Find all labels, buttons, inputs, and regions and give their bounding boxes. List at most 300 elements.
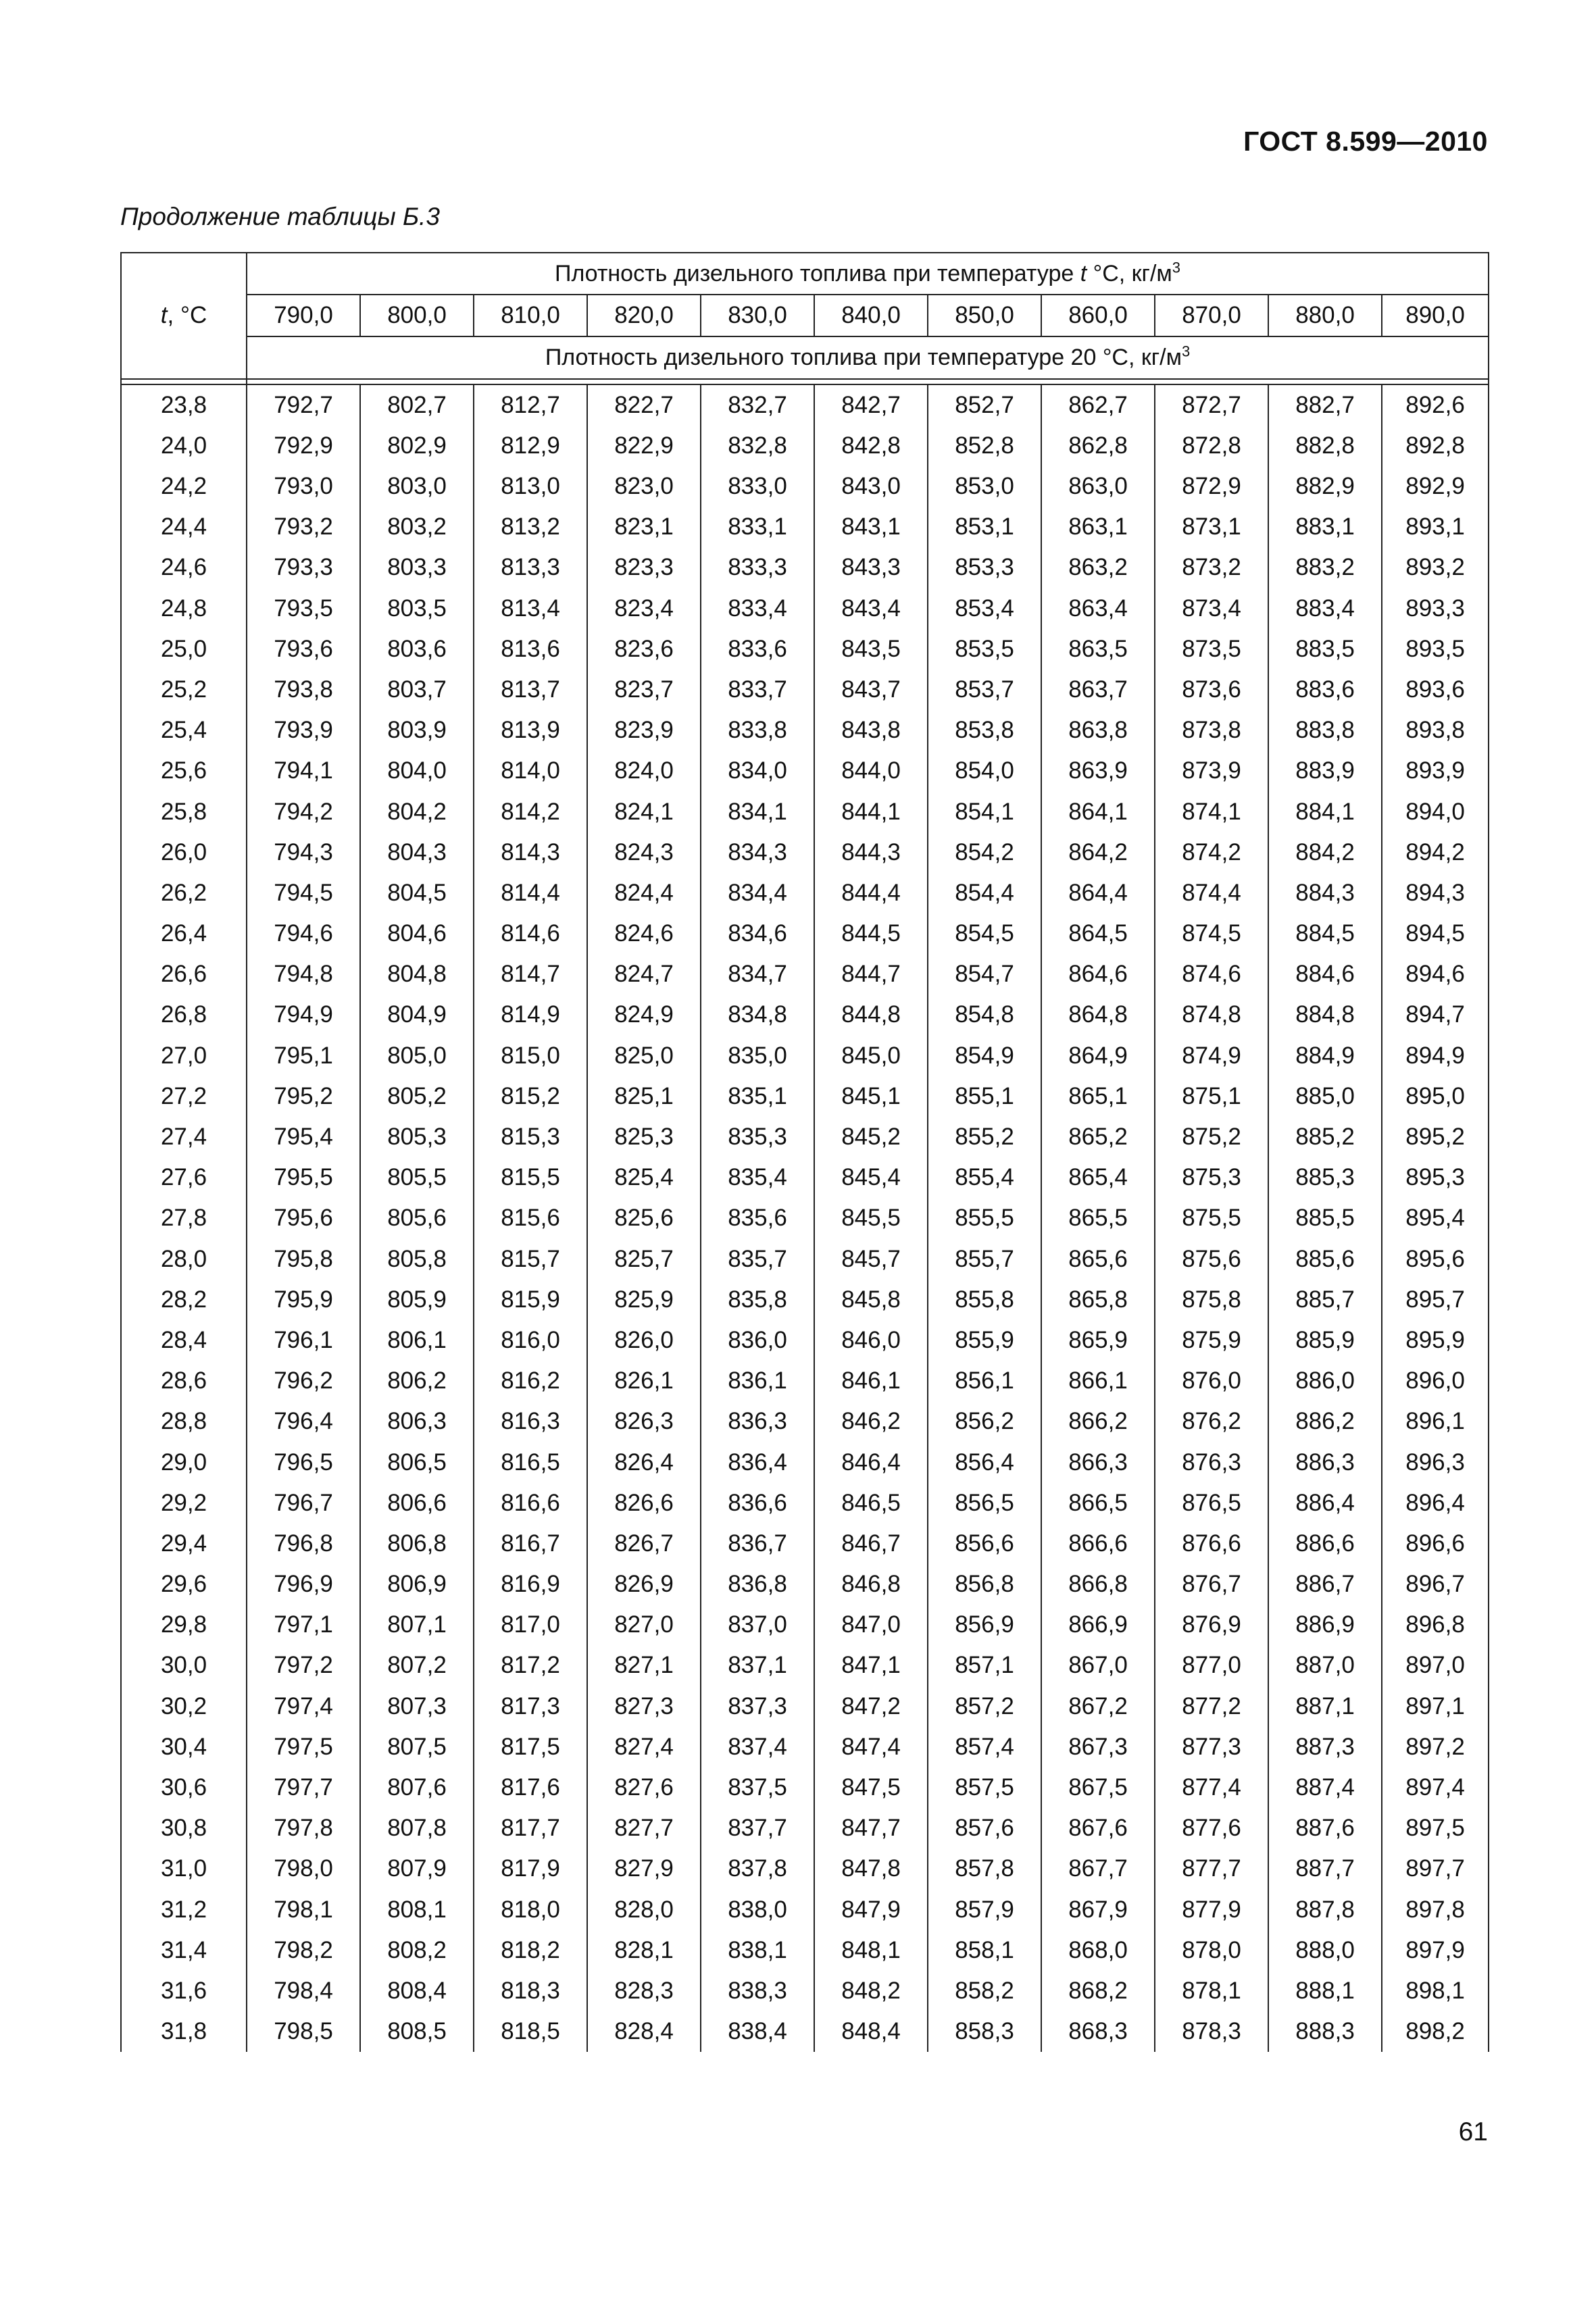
density-cell: 817,6 (474, 1767, 587, 1808)
density-cell: 894,5 (1382, 913, 1489, 954)
density-cell: 803,6 (360, 629, 474, 670)
table-row (121, 1198, 1489, 1238)
density-cell: 815,0 (474, 1036, 587, 1076)
density-table (120, 252, 1489, 2052)
density-cell: 877,4 (1155, 1767, 1268, 1808)
column-value-header: 860,0 (1041, 295, 1155, 336)
temperature-cell: 27,0 (121, 1036, 247, 1076)
density-cell: 805,5 (360, 1157, 474, 1198)
column-value-header: 880,0 (1268, 295, 1382, 336)
table-row (121, 1361, 1489, 1401)
density-cell: 804,6 (360, 913, 474, 954)
density-cell: 807,3 (360, 1686, 474, 1727)
density-cell: 806,8 (360, 1524, 474, 1564)
column-value-header: 890,0 (1382, 295, 1489, 336)
caption-text: Плотность дизельного топлива при температуре 20 °С, кг/м (545, 345, 1182, 371)
density-cell: 803,5 (360, 588, 474, 629)
density-cell: 815,9 (474, 1280, 587, 1320)
density-cell: 895,4 (1382, 1198, 1489, 1238)
density-cell: 856,2 (928, 1401, 1041, 1442)
density-cell: 863,2 (1041, 547, 1155, 588)
density-cell: 837,7 (701, 1808, 814, 1848)
table-row (121, 1401, 1489, 1442)
density-cell: 816,6 (474, 1483, 587, 1524)
temperature-cell: 25,2 (121, 670, 247, 710)
density-cell: 836,4 (701, 1442, 814, 1482)
density-cell: 853,1 (928, 507, 1041, 547)
density-cell: 837,1 (701, 1645, 814, 1686)
density-cell: 885,3 (1268, 1157, 1382, 1198)
density-cell: 847,9 (814, 1890, 928, 1930)
density-cell: 797,1 (247, 1605, 360, 1645)
density-cell: 884,9 (1268, 1036, 1382, 1076)
density-cell: 815,2 (474, 1076, 587, 1117)
density-cell: 793,0 (247, 466, 360, 507)
density-cell: 797,8 (247, 1808, 360, 1848)
density-cell: 875,3 (1155, 1157, 1268, 1198)
density-cell: 876,3 (1155, 1442, 1268, 1482)
density-cell: 827,7 (587, 1808, 701, 1848)
density-cell: 857,9 (928, 1890, 1041, 1930)
table-row (121, 588, 1489, 629)
density-cell: 835,1 (701, 1076, 814, 1117)
density-cell: 796,9 (247, 1564, 360, 1605)
density-cell: 806,1 (360, 1320, 474, 1361)
density-cell: 855,7 (928, 1239, 1041, 1280)
density-cell: 826,0 (587, 1320, 701, 1361)
density-cell: 866,6 (1041, 1524, 1155, 1564)
temperature-cell: 29,8 (121, 1605, 247, 1645)
density-cell: 883,2 (1268, 547, 1382, 588)
density-cell: 894,2 (1382, 832, 1489, 873)
temperature-cell: 24,0 (121, 426, 247, 466)
temperature-cell: 25,4 (121, 710, 247, 751)
density-cell: 824,4 (587, 873, 701, 913)
density-cell: 798,2 (247, 1930, 360, 1971)
density-cell: 817,9 (474, 1848, 587, 1889)
density-cell: 883,1 (1268, 507, 1382, 547)
density-cell: 854,0 (928, 751, 1041, 791)
density-cell: 823,4 (587, 588, 701, 629)
density-cell: 864,9 (1041, 1036, 1155, 1076)
temperature-cell: 28,8 (121, 1401, 247, 1442)
density-cell: 838,0 (701, 1890, 814, 1930)
density-cell: 827,1 (587, 1645, 701, 1686)
density-cell: 886,2 (1268, 1401, 1382, 1442)
density-cell: 794,2 (247, 791, 360, 832)
density-cell: 807,1 (360, 1605, 474, 1645)
table-row (121, 1605, 1489, 1645)
density-cell: 844,5 (814, 913, 928, 954)
density-cell: 887,1 (1268, 1686, 1382, 1727)
temperature-unit: , °C (167, 302, 207, 329)
density-cell: 843,8 (814, 710, 928, 751)
density-cell: 884,1 (1268, 791, 1382, 832)
density-cell: 892,6 (1382, 384, 1489, 426)
density-cell: 798,5 (247, 2011, 360, 2052)
density-cell: 875,6 (1155, 1239, 1268, 1280)
density-cell: 895,6 (1382, 1239, 1489, 1280)
density-cell: 873,4 (1155, 588, 1268, 629)
density-cell: 847,0 (814, 1605, 928, 1645)
density-cell: 823,7 (587, 670, 701, 710)
density-cell: 895,9 (1382, 1320, 1489, 1361)
density-cell: 807,9 (360, 1848, 474, 1889)
density-cell: 817,0 (474, 1605, 587, 1645)
density-cell: 817,3 (474, 1686, 587, 1727)
density-cell: 835,6 (701, 1198, 814, 1238)
density-cell: 876,9 (1155, 1605, 1268, 1645)
density-cell: 796,4 (247, 1401, 360, 1442)
density-cell: 837,3 (701, 1686, 814, 1727)
density-cell: 813,4 (474, 588, 587, 629)
temperature-cell: 25,6 (121, 751, 247, 791)
density-cell: 864,8 (1041, 995, 1155, 1035)
column-value-header: 850,0 (928, 295, 1041, 336)
density-cell: 844,8 (814, 995, 928, 1035)
density-cell: 853,8 (928, 710, 1041, 751)
density-cell: 895,3 (1382, 1157, 1489, 1198)
density-cell: 895,0 (1382, 1076, 1489, 1117)
density-cell: 877,2 (1155, 1686, 1268, 1727)
temperature-cell: 24,6 (121, 547, 247, 588)
density-cell: 853,3 (928, 547, 1041, 588)
temperature-cell: 31,2 (121, 1890, 247, 1930)
density-cell: 837,4 (701, 1727, 814, 1767)
density-cell: 796,5 (247, 1442, 360, 1482)
caption-unit: °С, кг/м (1087, 261, 1172, 287)
temperature-cell: 27,6 (121, 1157, 247, 1198)
density-cell: 847,2 (814, 1686, 928, 1727)
temperature-cell: 28,0 (121, 1239, 247, 1280)
density-cell: 815,5 (474, 1157, 587, 1198)
density-cell: 865,8 (1041, 1280, 1155, 1320)
density-cell: 833,8 (701, 710, 814, 751)
density-cell: 876,2 (1155, 1401, 1268, 1442)
density-cell: 814,4 (474, 873, 587, 913)
table-row (121, 1930, 1489, 1971)
density-cell: 797,2 (247, 1645, 360, 1686)
density-cell: 815,3 (474, 1117, 587, 1157)
density-cell: 882,9 (1268, 466, 1382, 507)
density-cell: 835,7 (701, 1239, 814, 1280)
density-cell: 897,2 (1382, 1727, 1489, 1767)
density-cell: 806,6 (360, 1483, 474, 1524)
density-cell: 843,3 (814, 547, 928, 588)
density-cell: 878,1 (1155, 1971, 1268, 2011)
density-cell: 857,5 (928, 1767, 1041, 1808)
density-cell: 833,7 (701, 670, 814, 710)
density-cell: 833,6 (701, 629, 814, 670)
density-cell: 864,5 (1041, 913, 1155, 954)
table-row (121, 1727, 1489, 1767)
density-cell: 805,3 (360, 1117, 474, 1157)
density-cell: 863,7 (1041, 670, 1155, 710)
density-cell: 798,1 (247, 1890, 360, 1930)
temperature-cell: 24,2 (121, 466, 247, 507)
table-row (121, 913, 1489, 954)
density-cell: 835,4 (701, 1157, 814, 1198)
density-cell: 838,4 (701, 2011, 814, 2052)
density-cell: 827,6 (587, 1767, 701, 1808)
temperature-cell: 29,6 (121, 1564, 247, 1605)
density-cell: 876,6 (1155, 1524, 1268, 1564)
density-cell: 814,6 (474, 913, 587, 954)
density-cell: 888,3 (1268, 2011, 1382, 2052)
density-cell: 803,3 (360, 547, 474, 588)
density-cell: 896,4 (1382, 1483, 1489, 1524)
density-cell: 885,5 (1268, 1198, 1382, 1238)
density-cell: 806,3 (360, 1401, 474, 1442)
density-cell: 813,2 (474, 507, 587, 547)
density-cell: 798,4 (247, 1971, 360, 2011)
density-cell: 836,1 (701, 1361, 814, 1401)
density-cell: 855,8 (928, 1280, 1041, 1320)
density-cell: 833,4 (701, 588, 814, 629)
table-row (121, 1036, 1489, 1076)
density-cell: 823,6 (587, 629, 701, 670)
density-cell: 825,4 (587, 1157, 701, 1198)
density-cell: 796,2 (247, 1361, 360, 1401)
caption-variable: t (1080, 261, 1087, 287)
temperature-cell: 29,4 (121, 1524, 247, 1564)
table-row (121, 1239, 1489, 1280)
table-row (121, 547, 1489, 588)
density-cell: 843,5 (814, 629, 928, 670)
density-cell: 807,2 (360, 1645, 474, 1686)
density-cell: 847,7 (814, 1808, 928, 1848)
density-cell: 883,5 (1268, 629, 1382, 670)
density-cell: 874,2 (1155, 832, 1268, 873)
density-cell: 897,7 (1382, 1848, 1489, 1889)
table-row (121, 629, 1489, 670)
density-cell: 855,9 (928, 1320, 1041, 1361)
density-cell: 874,9 (1155, 1036, 1268, 1076)
density-cell: 832,8 (701, 426, 814, 466)
density-cell: 834,1 (701, 791, 814, 832)
density-cell: 854,8 (928, 995, 1041, 1035)
density-cell: 818,0 (474, 1890, 587, 1930)
density-cell: 887,6 (1268, 1808, 1382, 1848)
density-cell: 867,5 (1041, 1767, 1155, 1808)
density-cell: 825,3 (587, 1117, 701, 1157)
density-cell: 823,0 (587, 466, 701, 507)
density-cell: 794,3 (247, 832, 360, 873)
table-row (121, 426, 1489, 466)
density-cell: 883,9 (1268, 751, 1382, 791)
density-cell: 856,1 (928, 1361, 1041, 1401)
density-cell: 866,3 (1041, 1442, 1155, 1482)
density-cell: 792,9 (247, 426, 360, 466)
density-cell: 897,1 (1382, 1686, 1489, 1727)
temperature-variable: t (160, 302, 168, 329)
density-cell: 874,6 (1155, 954, 1268, 995)
density-cell: 828,1 (587, 1930, 701, 1971)
density-cell: 842,8 (814, 426, 928, 466)
column-value-header: 840,0 (814, 295, 928, 336)
density-cell: 896,8 (1382, 1605, 1489, 1645)
density-cell: 817,5 (474, 1727, 587, 1767)
table-row (121, 1767, 1489, 1808)
density-cell: 827,0 (587, 1605, 701, 1645)
density-cell: 805,0 (360, 1036, 474, 1076)
density-cell: 816,2 (474, 1361, 587, 1401)
density-cell: 824,0 (587, 751, 701, 791)
density-cell: 804,9 (360, 995, 474, 1035)
density-cell: 855,4 (928, 1157, 1041, 1198)
density-cell: 845,7 (814, 1239, 928, 1280)
temperature-cell: 24,4 (121, 507, 247, 547)
density-cell: 853,5 (928, 629, 1041, 670)
density-cell: 867,3 (1041, 1727, 1155, 1767)
temperature-cell: 28,6 (121, 1361, 247, 1401)
column-value-header: 830,0 (701, 295, 814, 336)
density-cell: 887,4 (1268, 1767, 1382, 1808)
density-cell: 814,9 (474, 995, 587, 1035)
density-cell: 796,1 (247, 1320, 360, 1361)
density-cell: 806,5 (360, 1442, 474, 1482)
density-cell: 833,1 (701, 507, 814, 547)
density-cell: 795,6 (247, 1198, 360, 1238)
table-row (121, 1890, 1489, 1930)
density-cell: 828,3 (587, 1971, 701, 2011)
density-cell: 836,7 (701, 1524, 814, 1564)
density-cell: 866,5 (1041, 1483, 1155, 1524)
density-cell: 823,3 (587, 547, 701, 588)
density-cell: 845,4 (814, 1157, 928, 1198)
density-cell: 847,4 (814, 1727, 928, 1767)
density-cell: 806,2 (360, 1361, 474, 1401)
temperature-cell: 30,4 (121, 1727, 247, 1767)
temperature-cell: 26,2 (121, 873, 247, 913)
density-cell: 813,9 (474, 710, 587, 751)
density-cell: 816,9 (474, 1564, 587, 1605)
density-cell: 835,8 (701, 1280, 814, 1320)
density-cell: 824,3 (587, 832, 701, 873)
table-continuation-title: Продолжение таблицы Б.3 (120, 203, 440, 230)
density-cell: 878,3 (1155, 2011, 1268, 2052)
density-cell: 852,8 (928, 426, 1041, 466)
standard-designation: ГОСТ 8.599—2010 (1243, 126, 1488, 157)
density-cell: 896,1 (1382, 1401, 1489, 1442)
density-cell: 833,3 (701, 547, 814, 588)
density-cell: 802,9 (360, 426, 474, 466)
density-cell: 855,2 (928, 1117, 1041, 1157)
density-cell: 815,6 (474, 1198, 587, 1238)
density-cell: 834,3 (701, 832, 814, 873)
density-cell: 854,2 (928, 832, 1041, 873)
density-cell: 796,7 (247, 1483, 360, 1524)
density-cell: 797,5 (247, 1727, 360, 1767)
density-cell: 854,4 (928, 873, 1041, 913)
density-cell: 862,8 (1041, 426, 1155, 466)
density-cell: 894,0 (1382, 791, 1489, 832)
density-cell: 833,0 (701, 466, 814, 507)
temperature-cell: 25,0 (121, 629, 247, 670)
density-cell: 863,0 (1041, 466, 1155, 507)
density-cell: 888,1 (1268, 1971, 1382, 2011)
density-cell: 808,1 (360, 1890, 474, 1930)
density-cell: 803,9 (360, 710, 474, 751)
density-cell: 843,7 (814, 670, 928, 710)
density-cell: 826,7 (587, 1524, 701, 1564)
density-cell: 827,3 (587, 1686, 701, 1727)
density-cell: 863,1 (1041, 507, 1155, 547)
density-cell: 844,7 (814, 954, 928, 995)
table-row (121, 1848, 1489, 1889)
table-row (121, 1076, 1489, 1117)
density-cell: 795,1 (247, 1036, 360, 1076)
density-cell: 894,3 (1382, 873, 1489, 913)
density-cell: 814,2 (474, 791, 587, 832)
density-cell: 873,5 (1155, 629, 1268, 670)
density-cell: 872,7 (1155, 384, 1268, 426)
density-cell: 816,3 (474, 1401, 587, 1442)
caption-text: Плотность дизельного топлива при температуре (555, 261, 1080, 287)
density-cell: 857,2 (928, 1686, 1041, 1727)
density-cell: 865,4 (1041, 1157, 1155, 1198)
density-cell: 876,7 (1155, 1564, 1268, 1605)
density-cell: 887,7 (1268, 1848, 1382, 1889)
density-cell: 804,5 (360, 873, 474, 913)
table-row (121, 1483, 1489, 1524)
density-cell: 834,8 (701, 995, 814, 1035)
density-cell: 822,9 (587, 426, 701, 466)
column-value-header: 820,0 (587, 295, 701, 336)
temperature-cell: 29,2 (121, 1483, 247, 1524)
density-cell: 825,0 (587, 1036, 701, 1076)
density-cell: 855,1 (928, 1076, 1041, 1117)
table-row (121, 791, 1489, 832)
density-cell: 828,0 (587, 1890, 701, 1930)
density-cell: 844,3 (814, 832, 928, 873)
density-cell: 893,8 (1382, 710, 1489, 751)
density-cell: 858,1 (928, 1930, 1041, 1971)
temperature-cell: 31,0 (121, 1848, 247, 1889)
density-cell: 834,0 (701, 751, 814, 791)
density-cell: 843,4 (814, 588, 928, 629)
density-cell: 797,7 (247, 1767, 360, 1808)
density-cell: 894,6 (1382, 954, 1489, 995)
density-cell: 858,2 (928, 1971, 1041, 2011)
density-cell: 835,0 (701, 1036, 814, 1076)
density-cell: 847,1 (814, 1645, 928, 1686)
density-cell: 883,8 (1268, 710, 1382, 751)
density-cell: 897,5 (1382, 1808, 1489, 1848)
density-cell: 834,4 (701, 873, 814, 913)
density-cell: 878,0 (1155, 1930, 1268, 1971)
density-cell: 865,5 (1041, 1198, 1155, 1238)
density-cell: 867,9 (1041, 1890, 1155, 1930)
density-cell: 838,1 (701, 1930, 814, 1971)
density-cell: 856,5 (928, 1483, 1041, 1524)
density-cell: 883,4 (1268, 588, 1382, 629)
column-density-values (121, 295, 1489, 336)
density-cell: 887,0 (1268, 1645, 1382, 1686)
table-row (121, 1442, 1489, 1482)
density-cell: 847,8 (814, 1848, 928, 1889)
density-cell: 873,9 (1155, 751, 1268, 791)
density-cell: 826,4 (587, 1442, 701, 1482)
density-cell: 806,9 (360, 1564, 474, 1605)
density-cell: 803,0 (360, 466, 474, 507)
density-cell: 848,2 (814, 1971, 928, 2011)
table-row (121, 1117, 1489, 1157)
density-cell: 853,4 (928, 588, 1041, 629)
density-cell: 886,9 (1268, 1605, 1382, 1645)
density-cell: 793,2 (247, 507, 360, 547)
density-cell: 843,0 (814, 466, 928, 507)
